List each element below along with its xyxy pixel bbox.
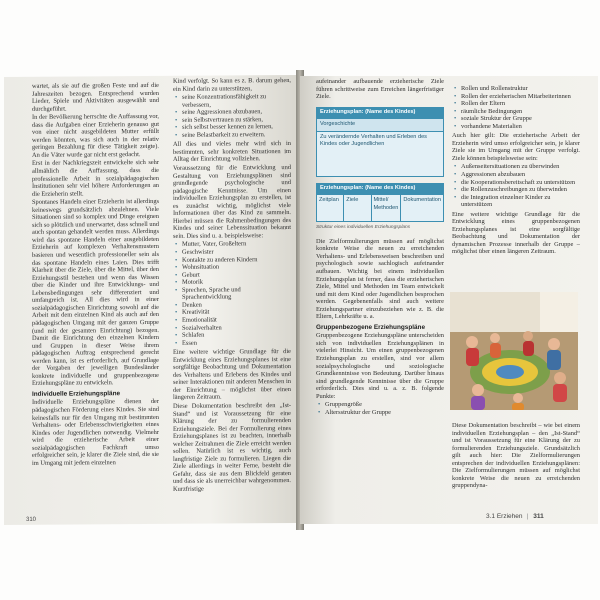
paragraph: Kind verfolgt. So kann es z. B. darum gehen, ein Kind darin zu unterstützen, (173, 77, 291, 93)
right-column-2-bottom (452, 422, 580, 491)
bullet-list (173, 93, 291, 139)
paragraph: In der Bevölkerung herrschte die Auffassung vor, dass die Aufgaben einer Erzieherin genauso gut von einer nicht ausgebildeten Mutter erfüllt werden könnten, was sich auch in der relativ geringen Bezahlung für diese Tätigkeit zeigte). An die Väter wurde gar nicht erst gedacht. (32, 113, 159, 159)
left-column-1 (32, 82, 159, 468)
plan-behavior-box: Zu verändernde Verhalten und Erleben des Kindes oder Jugendlichen (317, 131, 443, 176)
list-item: • sein Selbstvertrauen zu stärken, (182, 116, 291, 124)
plan-diagram-1 (316, 107, 444, 177)
paragraph: Diese Dokumentation beschreibt – wie bei einem individuellen Erziehungsplan – den „Ist-Stand“ und ist Voraussetzung für eine Klärung der zu formulierenden Erziehungsziele. Grundsätzlich gilt auch hier: Die Zielformulierungen entsprechen der individuellen Erziehungsplänen: Die Zielformulierungen müssen auf möglichst konkrete Weise die neuen zu erreichenden gruppendyna- (452, 422, 580, 490)
left-column-2 (173, 77, 291, 494)
list-item: • Denken (182, 301, 291, 309)
list-item: • Rollen der erzieherischen Mitarbeiterinnen (461, 93, 580, 101)
section-heading: Individuelle Erziehungspläne (32, 390, 121, 398)
paragraph: Gruppenbezogene Erziehungspläne unterscheiden sich von individuellen Erziehungsplänen in vielerlei Hinsicht. Um einen gruppenbezogenen Erziehungsplan zu erstellen, sind vor allem sozialpsychologische und soziologische Grundkenntnisse von Bedeutung. Darüber hinaus sind grundlegende Kenntnisse über die Gruppe erforderlich. Dies sind u. a. z. B. folgende Punkte: (316, 332, 444, 400)
paragraph: wartet, als sie auf die großen Feste und auf die Jahreszeiten bezogen. Entsprechend wurden Lieder, Spiele und Aktivitäten ausgewählt und durchgeführt. (32, 81, 159, 113)
right-column-2 (452, 84, 580, 257)
plan-diagram-2 (316, 183, 444, 223)
kindergarten-circle-photo-icon (450, 292, 578, 410)
list-item: • die Rollenzuschreibungen zu überwinden (461, 186, 580, 194)
list-item: • Sprechen, Sprache und Sprachentwicklung (182, 286, 291, 302)
paragraph: Eine weitere wichtige Grundlage für die Entwicklung eines gruppenbezogenen Erziehungsplanes ist eine sorgfältige Beobachtung und Dokumentation der dynamischen Prozesse innerhalb der Gruppe – möglichst über einen längeren Zeitraum. (452, 210, 580, 256)
plan-header: Erziehungsplan: (Name des Kindes) (317, 184, 443, 195)
list-item: • Aggressionen abzubauen (461, 171, 580, 179)
list-item: • soziale Struktur der Gruppe (461, 115, 580, 123)
paragraph: Individuelle Erziehungspläne dienen der pädagogischen Förderung eines Kindes. Sie sind keinesfalls nur für den Umgang mit bestimmten Verhaltens- oder Erlebensschwierigkeiten eines Kindes oder Jugendlichen notwendig. Vielmehr wird die erzieherische Arbeit einer sozialpädagogischen Fachkraft umso erfolgreicher sein, je klarer die Ziele sind, die sie im Umgang mit jedem einzelnen (32, 398, 159, 467)
list-item: • Außenseitersituationen zu überwinden (461, 163, 580, 171)
left-page (4, 75, 298, 525)
list-item: • vorhandene Materialien (461, 123, 580, 131)
list-item: • die Kooperationsbereitschaft zu unterstützen (461, 179, 580, 187)
paragraph: Eine weitere wichtige Grundlage für die Entwicklung eines Erziehungsplanes ist eine sorgfältige Beobachtung und Dokumentation des Verhaltens und Erlebens des Kindes und seiner Interaktionen mit anderen Menschen in der Einrichtung – möglichst über einen längeren Zeitraum. (173, 348, 291, 402)
list-item: • Geschwister (182, 248, 291, 256)
paragraph: Die Zielformulierungen müssen auf möglichst konkrete Weise die neuen zu erreichenden Verhaltens- und Erlebensweisen beschreiben und psychologisch sowie sachlogisch aufeinander aufbauen. Wichtig bei einem individuellen Erziehungsplan ist ferner, dass die erzieherischen Ziele, Mittel und Methoden im Team entwickelt und mit dem Kind oder Jugendlichen besprochen werden. Gegebenenfalls sind auch weitere Erziehungspartner einzubeziehen wie z. B. die Eltern, Lehrkräfte u. a. (316, 237, 444, 321)
paragraph: All dies und vieles mehr wird sich in bestimmten, sehr konkreten Situationen im Alltag der Einrichtung vollziehen. (173, 140, 291, 164)
list-item: • Gruppengröße (325, 401, 444, 409)
plan-col-dokumentation: Dokumentation (400, 195, 443, 221)
list-item: • sich selbst besser kennen zu lernen, (182, 123, 291, 131)
list-item: • seine Belastbarkeit zu erweitern. (182, 131, 291, 139)
plan-col-zeitplan: Zeitplan (319, 197, 339, 204)
paragraph: aufeinander aufbauende erzieherische Ziele führen schrittweise zum Erreichen längerfristiger Ziele. (316, 78, 444, 101)
plan-header: Erziehungsplan: (Name des Kindes) (317, 108, 443, 119)
paragraph: Erst in der Nachkriegszeit entwickelte sich sehr allmählich die Auffassung, dass die professionelle Arbeit in sozialpädagogischen Institutionen sehr viel höhere Anforderungen an die Erzieherin stellt. (32, 159, 159, 198)
paragraph: Voraussetzung für die Entwicklung und Gestaltung von Erziehungsplänen sind grundlegende psychologische und pädagogische Kenntnisse. Um einen individuellen Erziehungsplan zu erstellen, ist es zunächst wichtig, möglichst viele Informationen über das Kind zu sammeln. Hierbei müssen die Rahmenbedingungen des Kindes und seiner Lebenssituation bekannt sein. Dies sind u. a. beispielsweise: (173, 164, 291, 240)
list-item: • die Integration einzelner Kinder zu unterstützen (461, 194, 580, 209)
list-item: • Rollen und Rollenstruktur (461, 85, 580, 93)
section-heading: Gruppenbezogene Erziehungspläne (316, 323, 426, 331)
list-item: • Kontakte zu anderen Kindern (182, 256, 291, 264)
list-item: • Motorik (182, 278, 291, 286)
list-item: • Geburt (182, 271, 291, 279)
kindergarten-photo (450, 292, 578, 410)
list-item: • Emotionalität (182, 316, 291, 324)
right-column-1 (316, 78, 444, 418)
plan-col-ziele: Ziele (343, 195, 370, 221)
list-item: • Mutter, Vater, Großeltern (182, 241, 291, 249)
list-item: • seine Konzentrationsfähigkeit zu verbessern, (182, 93, 291, 109)
list-item: • Schlafen (182, 331, 291, 339)
plan-row-history: Vorgeschichte (317, 118, 443, 131)
bullet-list (452, 85, 580, 130)
list-item: • Kreativität (182, 308, 291, 316)
bullet-list (173, 241, 291, 347)
paragraph: Spontanes Handeln einer Erzieherin ist allerdings keineswegs grundsätzlich abzulehnen. Viele Situationen sind so komplex und Dinge ereignen sich so plötzlich und unerwartet, dass schnell und auch spontan gehandelt werden muss. Allerdings wird das spontane Handeln einer ausgebildeten Erzieherin auf komplexen Verhaltensmustern basieren und wesentlich professioneller sein als das spontane Handeln eines Laien. Dies trifft Klarheit über die Ziele, über die Mittel, über den Erziehungsstil bestehen und wenn das Wissen über die Kinder und ihre Entwicklungs- und Lebensbedingungen sehr differenziert und umfangreich ist. All dies wird in einer sozialpädagogischen Einrichtung sowohl auf die Arbeit mit dem einzelnen Kind als auch auf den pädagogischen Umgang mit der ganzen Gruppe (und mit der gesamten Einrichtung) bezogen. Damit die Einrichtung den einzelnen Kindern und Gruppen in dieser Weise ihrem pädagogischen Auftrag entsprechend gerecht werden kann, ist es erforderlich, auf Grundlage der Vorgaben der jeweiligen Bundesländer konkrete individuelle und gruppenbezogene Erziehungspläne zu entwickeln. (32, 198, 159, 388)
paragraph: Auch hier gilt: Die erzieherische Arbeit der Erzieherin wird umso erfolgreicher sein, je klarer Ziele sie im Umgang mit der Gruppe verfolgt. Ziele können beispielsweise sein: (452, 132, 580, 162)
list-item: • Altersstruktur der Gruppe (325, 409, 444, 417)
plan-col-methoden: Mittel/ Methoden (371, 195, 401, 221)
right-page-footer: 3.1 Erziehen | 311 (486, 513, 544, 520)
bullet-list (316, 401, 444, 416)
section-label: 3.1 Erziehen (486, 513, 523, 520)
list-item: • Essen (182, 339, 291, 347)
list-item: • seine Aggressionen abzubauen, (182, 108, 291, 116)
figure-caption: Struktur eines individuellen Erziehungsplans (316, 225, 411, 231)
right-page (300, 76, 598, 524)
list-item: • Sozialverhalten (182, 324, 291, 332)
list-item: • Wohnsituation (182, 263, 291, 271)
paragraph: Diese Dokumentation beschreibt den „Ist-Stand“ und ist Voraussetzung für eine Klärung der zu formulierenden Erziehungsziele. Bei der Formulierung eines Erziehungsplanes ist zu beachten, innerhalb welcher Zeitrahmen die Ziele erreicht werden sollen. Natürlich ist es wichtig, auch langfristige Ziele zu formulieren. Liegen die Ziele allerdings in weiter Ferne, besteht die Gefahr, dass sie aus dem Blickfeld geraten und dass sie als unerreichbar wahrgenommen. Kurzfristige (173, 401, 291, 493)
list-item: • räumliche Bedingungen (461, 108, 580, 116)
left-page-number: 310 (26, 516, 37, 523)
plan-grid (317, 194, 443, 221)
right-page-number: 311 (533, 513, 544, 520)
list-item: • Rollen der Eltern (461, 100, 580, 108)
bullet-list (452, 163, 580, 208)
